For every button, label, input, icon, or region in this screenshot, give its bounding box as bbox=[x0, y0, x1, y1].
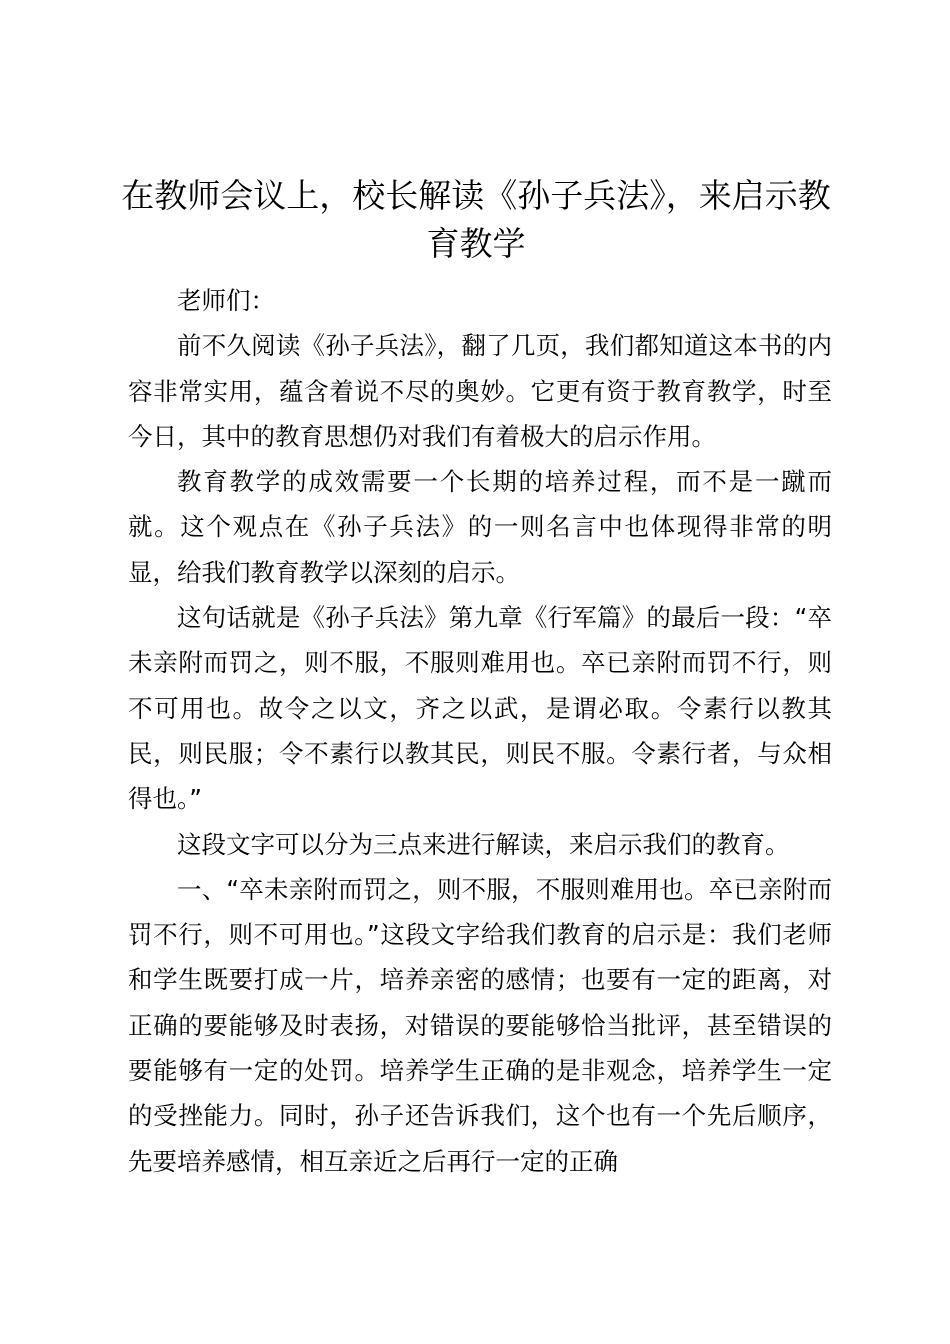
document-body bbox=[128, 278, 832, 1184]
paragraph-4: 这段文字可以分为三点来进行解读，来启示我们的教育。 bbox=[177, 829, 790, 859]
paragraph-5: 一、“卒未亲附而罚之，则不服，不服则难用也。卒已亲附而罚不行，则不可用也。”这段文字给我们教育的启示是：我们老师和学生既要打成一片，培养亲密的感情；也要有一定的距离，对正确的要能够及时表扬，对错误的要能够恰当批评，甚至错误的要能够有一定的处罚。培养学生正确的是非观念，培养学生一定的受挫能力。同时，孙子还告诉我们，这个也有一个先后顺序，先要培养感情，相互亲近之后再行一定的正确 bbox=[128, 874, 832, 1176]
paragraph-2: 教育教学的成效需要一个长期的培养过程，而不是一蹴而就。这个观点在《孙子兵法》的一则名言中也体现得非常的明显，给我们教育教学以深刻的启示。 bbox=[128, 467, 832, 587]
paragraph-3: 这句话就是《孙子兵法》第九章《行军篇》的最后一段：“卒未亲附而罚之，则不服，不服则难用也。卒已亲附而罚不行，则不可用也。故令之以文，齐之以武，是谓必取。令素行以教其民，则民服；令不素行以教其民，则民不服。令素行者，与众相得也。” bbox=[128, 603, 832, 814]
paragraph-1: 前不久阅读《孙子兵法》，翻了几页，我们都知道这本书的内容非常实用，蕴含着说不尽的奥妙。它更有资于教育教学，时至今日，其中的教育思想仍对我们有着极大的启示作用。 bbox=[128, 331, 832, 451]
document-title: 在教师会议上，校长解读《孙子兵法》，来启示教育教学 bbox=[121, 176, 831, 263]
salutation: 老师们： bbox=[177, 286, 275, 315]
